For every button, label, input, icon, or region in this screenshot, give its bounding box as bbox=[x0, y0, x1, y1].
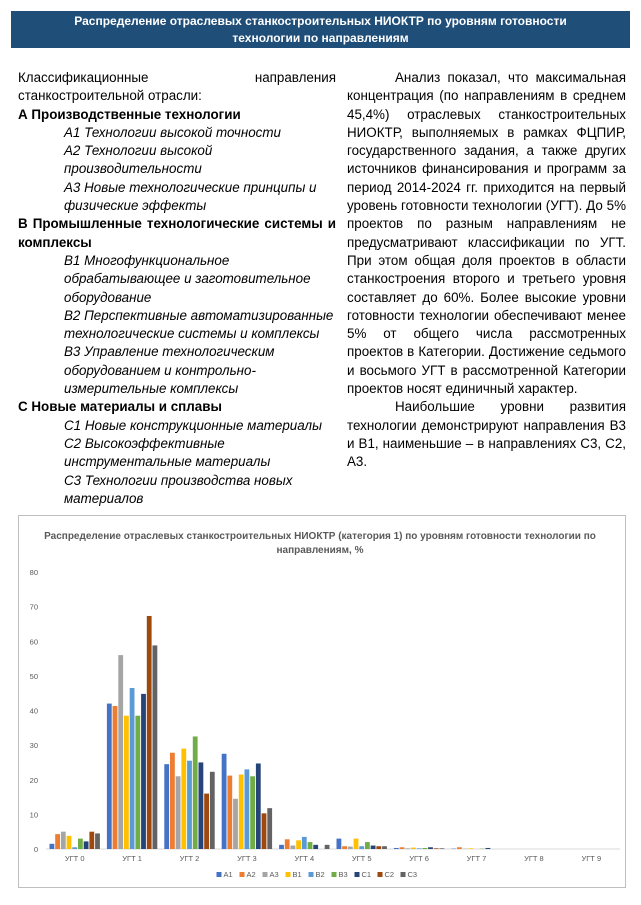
bar bbox=[394, 848, 399, 849]
bar bbox=[78, 839, 83, 849]
category-item: В3 Управление технологическим оборудованием и контрольно-измерительные комплексы bbox=[64, 344, 275, 397]
bar bbox=[55, 834, 60, 849]
legend-label: С2 bbox=[384, 870, 395, 879]
y-tick-label: 40 bbox=[29, 706, 38, 716]
bar bbox=[89, 832, 94, 849]
bar bbox=[153, 645, 158, 849]
bar bbox=[245, 769, 250, 849]
bar bbox=[187, 761, 192, 849]
legend-label: С3 bbox=[407, 870, 418, 879]
bar bbox=[285, 839, 290, 849]
bar bbox=[95, 833, 100, 849]
bar bbox=[250, 776, 255, 849]
y-tick-label: 10 bbox=[29, 810, 38, 820]
bar bbox=[176, 776, 181, 849]
bar bbox=[468, 848, 473, 849]
x-tick-label: УГТ 3 bbox=[237, 854, 257, 863]
bar bbox=[199, 762, 204, 849]
bar bbox=[267, 808, 272, 849]
bar bbox=[428, 847, 433, 849]
bar bbox=[354, 839, 359, 849]
legend-label: А2 bbox=[246, 870, 256, 879]
x-tick-label: УГТ 5 bbox=[351, 854, 372, 863]
x-tick-label: УГТ 0 bbox=[64, 854, 85, 863]
x-tick-label: УГТ 9 bbox=[581, 854, 602, 863]
bar bbox=[434, 848, 439, 849]
bar bbox=[365, 842, 370, 849]
bar bbox=[382, 846, 387, 849]
bar bbox=[210, 772, 215, 849]
bar bbox=[291, 846, 296, 849]
x-tick-label: УГТ 4 bbox=[294, 854, 315, 863]
legend-swatch bbox=[217, 872, 222, 877]
x-tick-label: УГТ 7 bbox=[466, 854, 487, 863]
bar bbox=[233, 799, 238, 849]
bar bbox=[239, 775, 244, 849]
bar bbox=[72, 847, 77, 849]
bar bbox=[124, 716, 129, 849]
legend-swatch bbox=[240, 872, 245, 877]
category-item: А2 Технологии высокой производительности bbox=[64, 143, 213, 177]
category-c-title: С Новые материалы и сплавы bbox=[18, 399, 222, 415]
category-b-title: В Промышленные технологические системы и комплексы bbox=[18, 216, 336, 250]
legend-label: С1 bbox=[361, 870, 372, 879]
legend-swatch bbox=[332, 872, 337, 877]
y-tick-label: 0 bbox=[33, 845, 38, 854]
bar bbox=[170, 753, 175, 849]
bar bbox=[417, 848, 422, 849]
y-tick-label: 20 bbox=[29, 775, 38, 785]
x-tick-label: УГТ 2 bbox=[179, 854, 200, 863]
bar bbox=[256, 763, 261, 849]
y-tick-label: 70 bbox=[29, 602, 38, 612]
classification-heading-line2: станкостроительной отрасли: bbox=[18, 88, 202, 104]
bar bbox=[84, 841, 89, 849]
bar bbox=[457, 847, 462, 849]
legend-swatch bbox=[378, 872, 383, 877]
bar bbox=[371, 846, 376, 849]
legend-label: В1 bbox=[292, 870, 302, 879]
bar bbox=[164, 764, 169, 849]
legend-swatch bbox=[355, 872, 360, 877]
bar bbox=[135, 716, 140, 849]
y-tick-label: 30 bbox=[29, 741, 38, 751]
y-tick-label: 50 bbox=[29, 671, 38, 681]
category-item: А1 Технологии высокой точности bbox=[64, 124, 281, 140]
x-tick-label: УГТ 1 bbox=[122, 854, 142, 863]
legend-swatch bbox=[309, 872, 314, 877]
bar bbox=[302, 837, 307, 849]
category-item: С3 Технологии производства новых материалов bbox=[64, 472, 293, 506]
legend-swatch bbox=[286, 872, 291, 877]
bar bbox=[405, 848, 410, 849]
bar bbox=[61, 832, 66, 849]
bar bbox=[67, 836, 72, 849]
bar bbox=[204, 794, 209, 849]
legend-label: В2 bbox=[315, 870, 325, 879]
bar bbox=[411, 848, 416, 849]
legend-label: А1 bbox=[223, 870, 233, 879]
bar bbox=[113, 706, 118, 849]
chart-title: Распределение отраслевых станкостроительных НИОКТР (категория 1) по уровням готовности технологии по направлениям, % bbox=[44, 531, 596, 556]
y-tick-label: 80 bbox=[29, 568, 38, 577]
category-item: В2 Перспективные автоматизированные технологические системы и комплексы bbox=[64, 307, 334, 342]
classification-heading: Классификационные направления bbox=[18, 70, 336, 85]
bar bbox=[147, 616, 152, 849]
category-item: С2 Высокоэффективные инструментальные материалы bbox=[64, 435, 271, 470]
bar bbox=[296, 840, 301, 849]
bar bbox=[422, 848, 427, 849]
page-title: Распределение отраслевых станкостроительных НИОКТР по уровням готовности технологии по направлениям bbox=[74, 14, 567, 45]
bar bbox=[193, 736, 198, 849]
bar bbox=[279, 845, 284, 849]
y-tick-label: 60 bbox=[29, 637, 38, 647]
bar bbox=[181, 749, 186, 849]
legend-label: А3 bbox=[269, 870, 279, 879]
category-item: В1 Многофункциональное обрабатывающее и заготовительное оборудование bbox=[64, 252, 311, 305]
bar bbox=[222, 754, 227, 849]
bar bbox=[376, 846, 381, 849]
analysis-paragraph: Наибольшие уровни развития технологии демонстрируют направления В3 и В1, наименьшие – в направлениях С3, С2, А3. bbox=[347, 399, 626, 470]
legend-swatch bbox=[263, 872, 268, 877]
bar bbox=[348, 847, 353, 849]
bar bbox=[118, 655, 123, 849]
bar bbox=[313, 845, 318, 849]
category-a-title: А Производственные технологии bbox=[18, 106, 241, 122]
category-item: С1 Новые конструкционные материалы bbox=[64, 417, 322, 433]
legend-label: В3 bbox=[338, 870, 348, 879]
bar bbox=[400, 847, 405, 849]
category-item: А3 Новые технологические принципы и физические эффекты bbox=[64, 179, 317, 214]
bar bbox=[308, 842, 313, 849]
x-tick-label: УГТ 6 bbox=[409, 854, 429, 863]
bar bbox=[359, 846, 364, 849]
x-tick-label: УГТ 8 bbox=[524, 854, 544, 863]
bar bbox=[325, 845, 330, 849]
bar bbox=[342, 846, 347, 849]
bar bbox=[50, 844, 55, 849]
bar bbox=[227, 776, 232, 849]
bar bbox=[107, 704, 112, 849]
bar bbox=[141, 694, 146, 849]
bar bbox=[337, 839, 342, 849]
bar bbox=[262, 813, 267, 849]
bar bbox=[130, 688, 135, 849]
bar bbox=[440, 848, 445, 849]
legend-swatch bbox=[401, 872, 406, 877]
bar bbox=[486, 848, 491, 849]
analysis-paragraph: Анализ показал, что максимальная концентрация (по направлениям в среднем 45,4%) отраслевых станкостроительных НИОКТР, выполняемых в рамках ФЦПИР, государственного задания, а также других источников финансирования и программ за период 2014-2024 гг. приходится на первый уровень готовности технологии (УГТ). До 5% проектов по разным направлениям не предусматривают классификации по УГТ. При этом общая доля проектов в области станкостроения второго и третьего уровня составляет до 60%. Более высокие уровни готовности технологии обеспечивают менее 5% от общего числа рассмотренных проектов в Категории. Достижение седьмого и восьмого УГТ в рассмотренной Категории проектов носят единичный характер. bbox=[347, 70, 626, 397]
